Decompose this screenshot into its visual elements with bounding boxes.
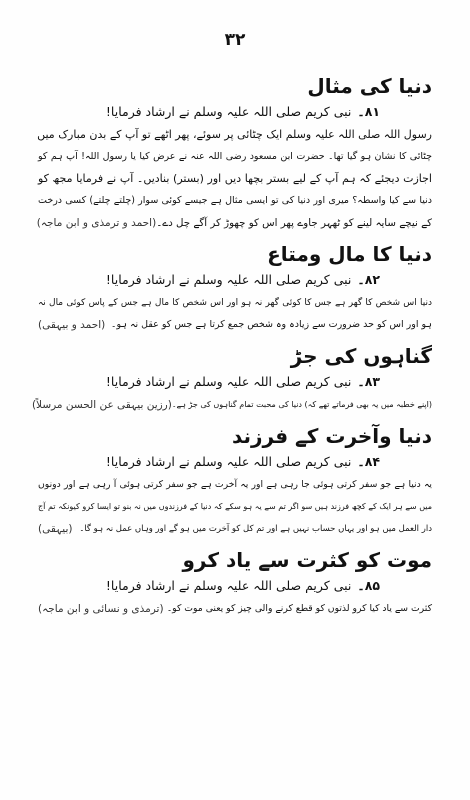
section-82: [38, 240, 432, 336]
hadith-intro: [38, 452, 432, 472]
hadith-intro-text: نبی کریم صلی اللہ علیہ وسلم نے ارشاد فرمایا!: [105, 374, 352, 389]
text-line-last: [38, 598, 432, 620]
section-heading: دنیا کا مال ومتاع: [267, 242, 432, 266]
hadith-reference: (بیہقی): [38, 523, 73, 535]
page-number: ۳۲: [224, 30, 246, 50]
hadith-intro: [38, 576, 432, 596]
text-line: رسول اللہ صلی اللہ علیہ وسلم ایک چٹائی پر سوئے، پھر اٹھے تو آپ کے بدن مبارک میں: [37, 128, 432, 141]
text-line: یہ دنیا ہے جو سفر کرتی ہوئی جا رہی ہے اور یہ آخرت ہے جو سفر کرتی ہوئی آ رہی ہے اور دونوں: [38, 479, 432, 490]
hadith-number: ۸۳۔: [357, 374, 380, 389]
hadith-number: ۸۲۔: [357, 272, 380, 287]
hadith-intro-text: نبی کریم صلی اللہ علیہ وسلم نے ارشاد فرمایا!: [105, 454, 352, 469]
hadith-intro-text: نبی کریم صلی اللہ علیہ وسلم نے ارشاد فرمایا!: [105, 272, 352, 287]
hadith-number: ۸۵۔: [357, 578, 380, 593]
text-line-last-text: کثرت سے یاد کیا کرو لذتوں کو قطع کرنے والی چیز کو یعنی موت کو۔: [166, 603, 432, 614]
section-85: [38, 546, 432, 620]
text-line-last-text: کے نیچے سایہ لینے کو ٹھہر جاوے پھر اس کو چھوڑ کر آگے چل دے۔: [156, 217, 432, 229]
hadith-intro-text: نبی کریم صلی اللہ علیہ وسلم نے ارشاد فرمایا!: [105, 104, 352, 119]
hadith-intro: [38, 102, 432, 122]
section-heading: موت کو کثرت سے یاد کرو: [182, 548, 432, 572]
hadith-number: ۸۴۔: [357, 454, 380, 469]
text-line: چٹائی کا نشان ہو گیا تھا۔ حضرت ابن مسعود رضی اللہ عنہ نے عرض کیا یا رسول اللہ! آپ ہم کو: [38, 151, 432, 162]
text-line: میں سے ہر ایک کے کچھ فرزند ہیں سو اگر تم سے یہ ہو سکے کہ دنیا کے فرزندوں میں نہ بنو تو ایسا کرو کیونکہ تم آج: [38, 502, 432, 511]
hadith-intro: [38, 270, 432, 290]
hadith-reference: (رزین بیہقی عن الحسن مرسلاً): [31, 399, 172, 411]
section-heading: دنیا وآخرت کے فرزند: [231, 424, 432, 448]
section-84: [38, 422, 432, 540]
hadith-reference: (احمد و ترمذی و ابن ماجہ): [36, 217, 157, 229]
section-heading: گناہوں کی جڑ: [290, 344, 432, 368]
hadith-number: ۸۱۔: [357, 104, 380, 119]
section-83: [31, 342, 432, 416]
text-line-last: [38, 518, 432, 540]
text-line-last: [31, 394, 432, 416]
text-line: دنیا سے کیا واسطہ؟ میری اور دنیا کی تو ایسی مثال ہے جیسے کوئی سوار (چلتے چلتے) کسی درخت: [38, 195, 432, 206]
section-heading: دنیا کی مثال: [307, 74, 432, 98]
section-81: [38, 72, 432, 234]
text-line-last-text: (اپنے خطبہ میں یہ بھی فرماتے تھے کہ) دنیا کی محبت تمام گناہوں کی جڑ ہے۔: [171, 400, 432, 409]
hadith-intro-text: نبی کریم صلی اللہ علیہ وسلم نے ارشاد فرمایا!: [105, 578, 352, 593]
text-line-last-text: دار العمل میں ہو اور یہاں حساب نہیں ہے اور تم کل کو آخرت میں ہو گے اور وہاں عمل نہ ہو گا۔: [79, 524, 432, 534]
hadith-reference: (احمد و بیہقی): [38, 319, 106, 331]
hadith-reference: (ترمذی و نسائی و ابن ماجہ): [38, 603, 164, 615]
text-line: اجازت دیجئے کہ ہم آپ کے لیے بستر بچھا دیں اور (بستر) بنادیں۔ آپ نے فرمایا مجھ کو: [38, 172, 432, 185]
text-line-last: [38, 212, 432, 234]
text-line-last: [38, 314, 432, 336]
page-content: [31, 72, 432, 626]
text-line-last-text: ہو اور اس کو حد ضرورت سے زیادہ وہ شخص جمع کرتا ہے جس کو عقل نہ ہو۔: [110, 319, 432, 330]
hadith-intro: [38, 372, 432, 392]
text-line: دنیا اس شخص کا گھر ہے جس کا کوئی گھر نہ ہو اور اس شخص کا مال ہے جس کے پاس کوئی مال نہ: [38, 298, 432, 308]
